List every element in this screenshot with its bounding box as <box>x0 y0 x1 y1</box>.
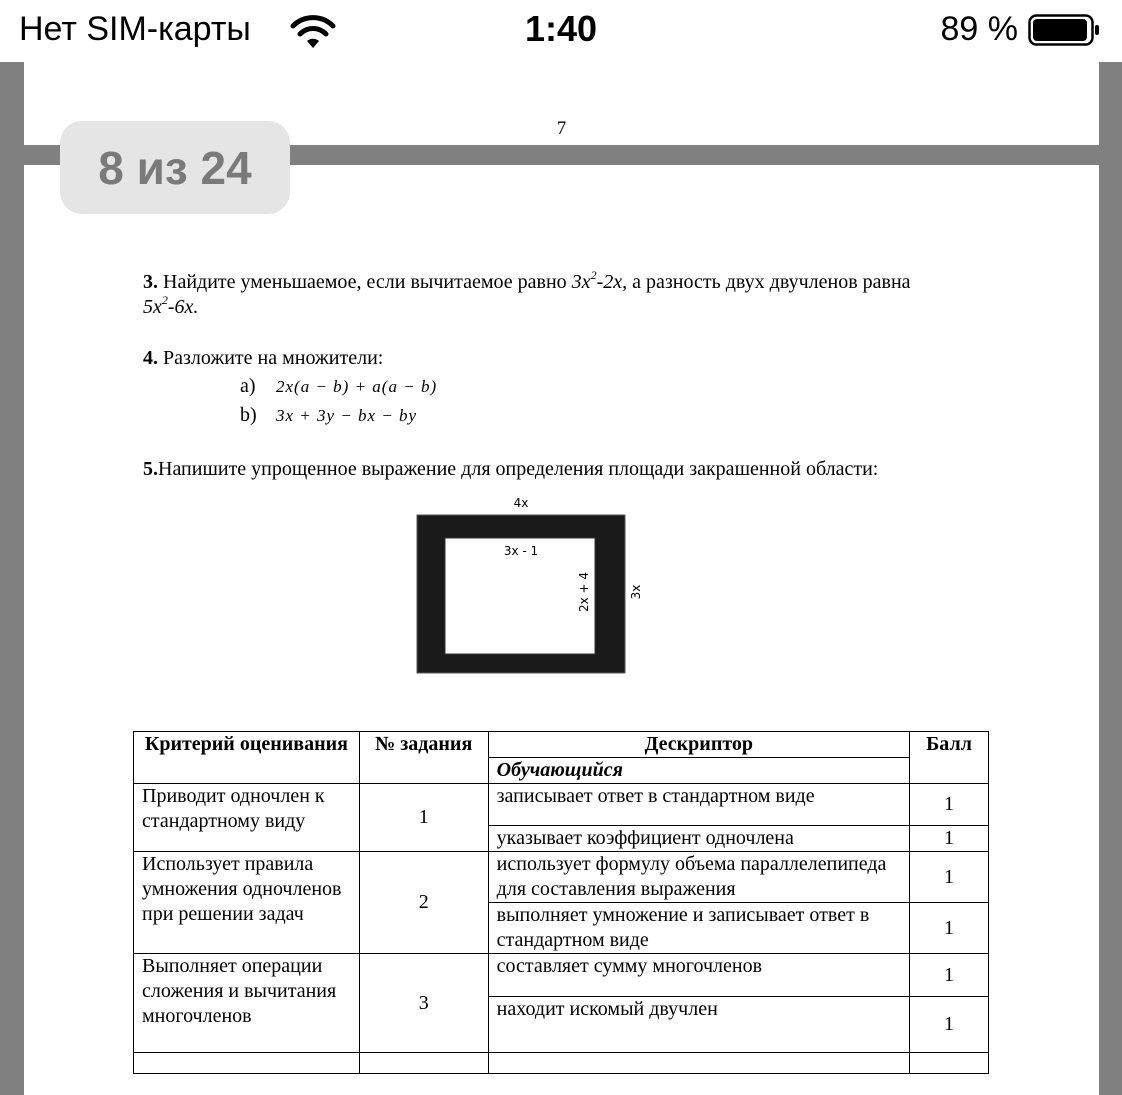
header-score: Балл <box>910 732 989 784</box>
q3-expr1-exp: 2 <box>590 268 597 282</box>
descriptor-cell: использует формулу объема параллелепипеда для составления выражения <box>488 852 909 903</box>
question-4b <box>240 404 417 427</box>
criterion-cell: Приводит одночлен к стандартному виду <box>134 784 360 852</box>
task-number-cell: 3 <box>359 954 488 1053</box>
shaded-area-figure <box>400 490 680 680</box>
q3-expr2-tail: -6x. <box>167 296 199 318</box>
descriptor-cell: записывает ответ в стандартном виде <box>488 784 909 826</box>
score-cell: 1 <box>910 903 989 954</box>
header-criterion: Критерий оценивания <box>134 732 360 784</box>
table-row <box>134 784 989 826</box>
q3-expr2-base: 5x <box>143 296 162 318</box>
battery-icon <box>1028 14 1100 46</box>
viewer-margin-left <box>0 62 24 1095</box>
inner-width-label: 3x - 1 <box>503 544 539 558</box>
criterion-cell: Выполняет операции сложения и вычитания многочленов <box>134 954 360 1053</box>
descriptor-cell: указывает коэффициент одночлена <box>488 826 909 852</box>
partial-cell <box>488 1053 909 1074</box>
partial-cell <box>134 1053 360 1074</box>
q3-expr1-base: 3x <box>571 271 591 293</box>
question-5-text: Напишите упрощенное выражение для определения площади закрашенной области: <box>158 458 879 480</box>
page-number: 7 <box>556 118 567 139</box>
question-5 <box>143 457 878 482</box>
q3-expr2-exp: 2 <box>161 293 168 307</box>
partial-cell <box>910 1053 989 1074</box>
question-4a <box>240 375 437 398</box>
score-cell: 1 <box>910 997 989 1053</box>
question-3-text-b: , а разность двух двучленов равна <box>622 271 911 293</box>
carrier-label: Нет SIM-карты <box>19 10 251 48</box>
header-descriptor-student: Обучающийся <box>488 758 909 784</box>
task-number-cell: 1 <box>359 784 488 852</box>
grading-table <box>133 731 989 1074</box>
score-cell: 1 <box>910 826 989 852</box>
question-4b-expression: 3x + 3y − bx − by <box>276 406 418 425</box>
score-cell: 1 <box>910 784 989 826</box>
question-4-number: 4. <box>143 347 158 369</box>
clock: 1:40 <box>524 8 598 49</box>
question-3-text-a: Найдите уменьшаемое, если вычитаемое равно <box>158 271 572 293</box>
partial-cell <box>359 1053 488 1074</box>
header-task-number: № задания <box>359 732 488 784</box>
question-4a-label: a) <box>240 375 256 397</box>
score-cell: 1 <box>910 852 989 903</box>
question-4a-expression: 2x(a − b) + a(a − b) <box>276 377 438 396</box>
question-3-number: 3. <box>143 271 158 293</box>
table-row-partial <box>134 1053 989 1074</box>
q3-expr1-tail: -2x <box>596 271 623 293</box>
task-number-cell: 2 <box>359 852 488 954</box>
question-4b-label: b) <box>240 404 257 426</box>
header-descriptor: Дескриптор <box>488 732 909 758</box>
status-bar <box>0 0 1122 62</box>
table-row <box>134 852 989 903</box>
score-cell: 1 <box>910 954 989 997</box>
viewer-margin-right <box>1099 62 1122 1095</box>
inner-height-label: 2x + 4 <box>577 571 591 613</box>
battery-percent: 89 % <box>940 10 1018 48</box>
outer-width-label: 4x <box>513 496 529 510</box>
table-row <box>134 954 989 997</box>
descriptor-cell: составляет сумму многочленов <box>488 954 909 997</box>
question-4 <box>143 346 383 371</box>
descriptor-cell: выполняет умножение и записывает ответ в стандартном виде <box>488 903 909 954</box>
criterion-cell: Использует правила умножения одночленов при решении задач <box>134 852 360 954</box>
page-indicator[interactable]: 8 из 24 <box>60 121 290 214</box>
question-5-number: 5. <box>143 458 158 480</box>
outer-height-label: 3x <box>629 584 643 600</box>
table-header-row <box>134 732 989 758</box>
descriptor-cell: находит искомый двучлен <box>488 997 909 1053</box>
question-4-text: Разложите на множители: <box>158 347 384 369</box>
question-3 <box>143 270 1003 320</box>
